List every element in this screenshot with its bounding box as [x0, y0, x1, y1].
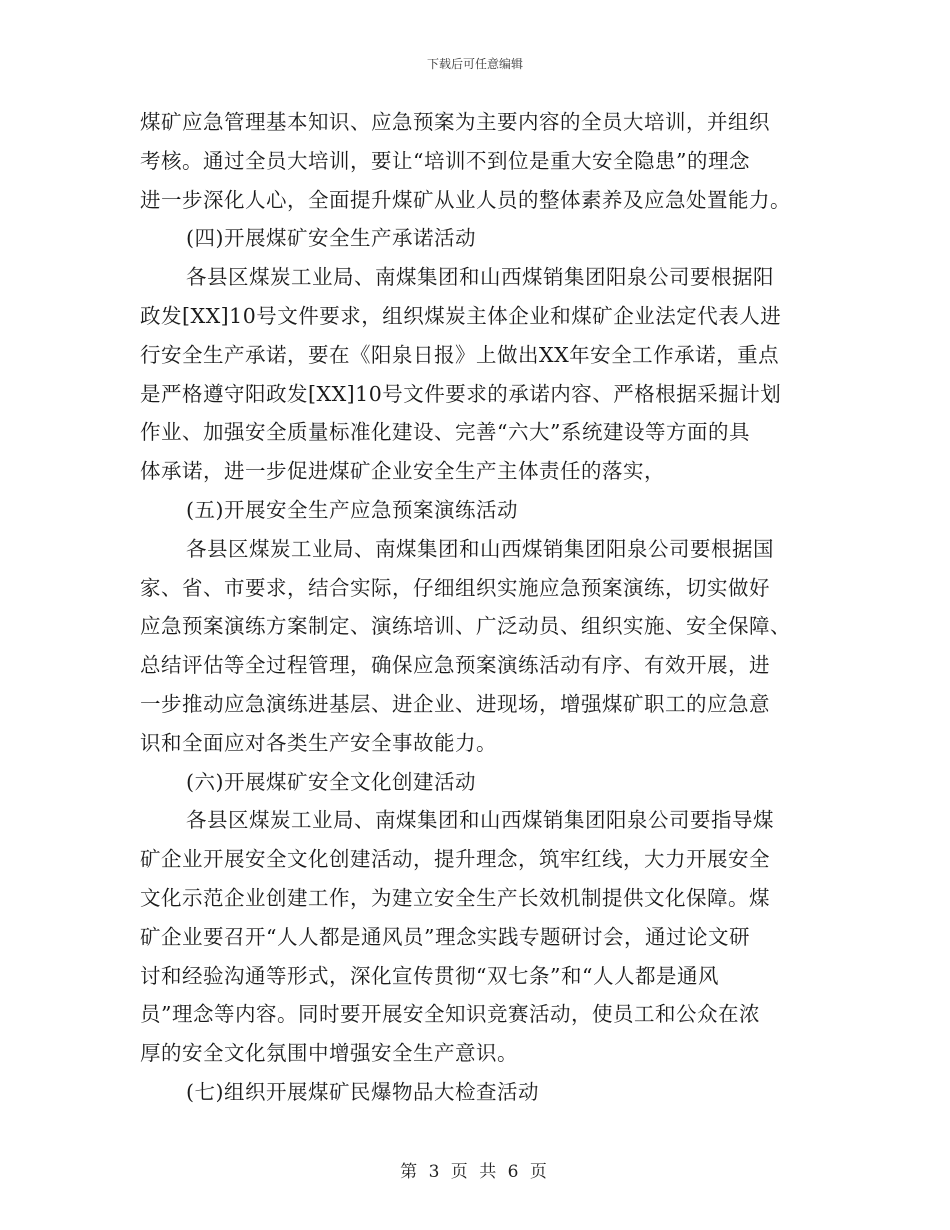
text-line: 是严格遵守阳政发[XX]10号文件要求的承诺内容、严格根据采掘计划 [140, 381, 782, 406]
text-line: 员”理念等内容。同时要开展安全知识竞赛活动，使员工和公众在浓 [140, 1002, 760, 1027]
text-line: 应急预案演练方案制定、演练培训、广泛动员、组织实施、安全保障、 [140, 614, 791, 639]
text-line: 矿企业要召开“人人都是通风员”理念实践专题研讨会，通过论文研 [140, 924, 750, 949]
text-line: (六)开展煤矿安全文化创建活动 [186, 769, 476, 794]
text-line: 行安全生产承诺，要在《阳泉日报》上做出XX年安全工作承诺，重点 [140, 342, 780, 367]
text-line: (五)开展安全生产应急预案演练活动 [186, 497, 518, 522]
text-line: 体承诺，进一步促进煤矿企业安全生产主体责任的落实， [140, 459, 665, 484]
text-line: (七)组织开展煤矿民爆物品大检查活动 [186, 1079, 539, 1104]
text-line: 总结评估等全过程管理，确保应急预案演练活动有序、有效开展，进 [140, 653, 770, 678]
text-line: 识和全面应对各类生产安全事故能力。 [140, 730, 497, 755]
text-line: 进一步深化人心，全面提升煤矿从业人员的整体素养及应急处置能力。 [140, 187, 791, 212]
text-line: 讨和经验沟通等形式，深化宣传贯彻“双七条”和“人人都是通风 [140, 963, 719, 988]
page-number: 第 3 页 共 6 页 [400, 1162, 550, 1182]
text-line: (四)开展煤矿安全生产承诺活动 [186, 226, 476, 251]
text-line: 各县区煤炭工业局、南煤集团和山西煤销集团阳泉公司要根据阳 [186, 265, 774, 290]
text-line: 考核。通过全员大培训，要让“培训不到位是重大安全隐患”的理念 [140, 148, 750, 173]
text-line: 煤矿应急管理基本知识、应急预案为主要内容的全员大培训，并组织 [140, 110, 770, 134]
page-header-note: 下载后可任意编辑 [426, 57, 523, 71]
text-line: 作业、加强安全质量标准化建设、完善“六大”系统建设等方面的具 [140, 420, 750, 445]
text-line: 政发[XX]10号文件要求，组织煤炭主体企业和煤矿企业法定代表人进 [140, 303, 782, 328]
text-line: 各县区煤炭工业局、南煤集团和山西煤销集团阳泉公司要指导煤 [186, 808, 774, 833]
text-line: 厚的安全文化氛围中增强安全生产意识。 [140, 1041, 518, 1066]
text-line: 矿企业开展安全文化创建活动，提升理念，筑牢红线，大力开展安全 [140, 847, 770, 872]
text-line: 文化示范企业创建工作，为建立安全生产长效机制提供文化保障。煤 [140, 885, 770, 910]
text-line: 一步推动应急演练进基层、进企业、进现场，增强煤矿职工的应急意 [140, 691, 770, 716]
text-line: 各县区煤炭工业局、南煤集团和山西煤销集团阳泉公司要根据国 [186, 536, 774, 561]
text-line: 家、省、市要求，结合实际，仔细组织实施应急预案演练，切实做好 [140, 575, 770, 600]
document-body [140, 107, 812, 1116]
